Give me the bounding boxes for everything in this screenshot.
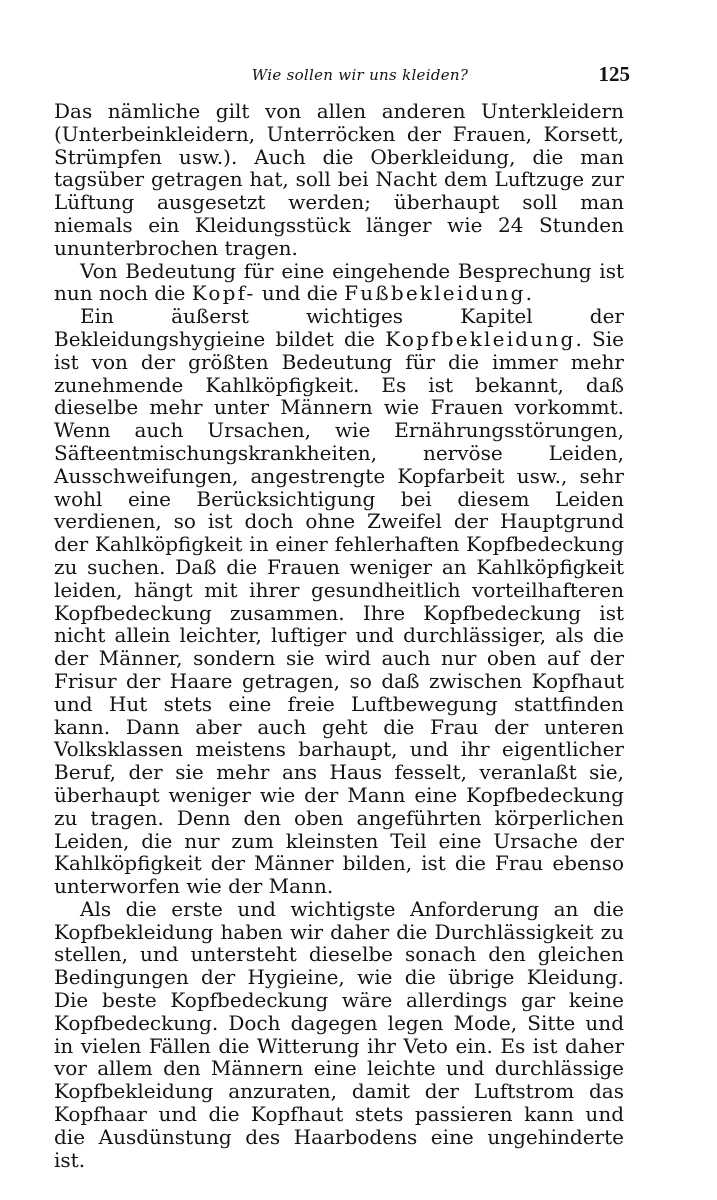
- paragraph-2-text-before: Von Bedeutung für eine eingehende Besprechung ist nun noch die: [54, 258, 624, 306]
- page-header: [90, 60, 630, 90]
- body-text: [54, 100, 624, 1171]
- paragraph-3-text-after: . Sie ist von der größten Bedeutung für die immer mehr zunehmende Kahlköpfigkeit. Es ist bekannt, daß dieselbe mehr unter Männern wie Frauen vorkommt. Wenn auch Ursachen, wie Ernährungsstörungen, Säfteentmischungskrankheiten, nervöse Leiden, Ausschweifungen, angestrengte Kopfarbeit usw., sehr wohl eine Berücksichtigung bei diesem Leiden verdienen, so ist doch ohne Zweifel der Hauptgrund der Kahlköpfigkeit in einer fehlerhaften Kopfbedeckung zu suchen. Daß die Frauen weniger an Kahlköpfigkeit leiden, hängt mit ihrer gesundheitlich vorteilhafteren Kopfbedeckung zusammen. Ihre Kopfbedeckung ist nicht allein leichter, luftiger und durchlässiger, als die der Männer, sondern sie wird auch nur oben auf der Frisur der Haare getragen, so daß zwischen Kopfhaut und Hut stets eine freie Luftbewegung stattfinden kann. Dann aber auch geht die Frau der unteren Volksklassen meistens barhaupt, und ihr eigentlicher Beruf, der sie mehr ans Haus fesselt, veranlaßt sie, überhaupt weniger wie der Mann eine Kopfbedeckung zu tragen. Denn den oben angeführten körperlichen Leiden, die nur zum kleinsten Teil eine Ursache der Kahlköpfigkeit der Männer bilden, ist die Frau ebenso unterworfen wie der Mann.: [54, 326, 624, 899]
- paragraph-1: Das nämliche gilt von allen anderen Unterkleidern (Unterbeinkleidern, Unterröcken der Frauen, Korsett, Strümpfen usw.). Auch die Oberkleidung, die man tagsüber getragen hat, soll bei Nacht dem Luftzuge zur Lüftung ausgesetzt werden; überhaupt soll man niemals ein Kleidungsstück länger wie 24 Stunden ununterbrochen tragen.: [54, 99, 624, 260]
- term-kopf: Kopf-: [191, 281, 256, 306]
- page-number: 125: [598, 62, 630, 86]
- term-fussbekleidung: Fußbekleidung: [344, 281, 526, 306]
- paragraph-4: Als die erste und wichtigste Anforderung an die Kopfbekleidung haben wir daher die Durchlässigkeit zu stellen, und untersteht dieselbe sonach den gleichen Bedingungen der Hygieine, wie die übrige Kleidung. Die beste Kopfbedeckung wäre allerdings gar keine Kopfbedeckung. Doch dagegen legen Mode, Sitte und in vielen Fällen die Witterung ihr Veto ein. Es ist daher vor allem den Männern eine leichte und durchlässige Kopfbekleidung anzuraten, damit der Luftstrom das Kopfhaar und die Kopfhaut stets passieren kann und die Ausdünstung des Haarbodens eine ungehinderte ist.: [54, 896, 624, 1172]
- term-kopfbekleidung: Kopfbekleidung: [385, 326, 576, 351]
- paragraph-2-text-after: .: [525, 281, 532, 306]
- paragraph-3: [54, 305, 624, 898]
- running-title: Wie sollen wir uns kleiden?: [251, 66, 469, 84]
- paragraph-2: [54, 260, 624, 306]
- paragraph-2-text-middle: und die: [255, 281, 345, 306]
- paragraph-3-text-before: Ein äußerst wichtiges Kapitel der Bekleidungshygieine bildet die: [54, 304, 624, 351]
